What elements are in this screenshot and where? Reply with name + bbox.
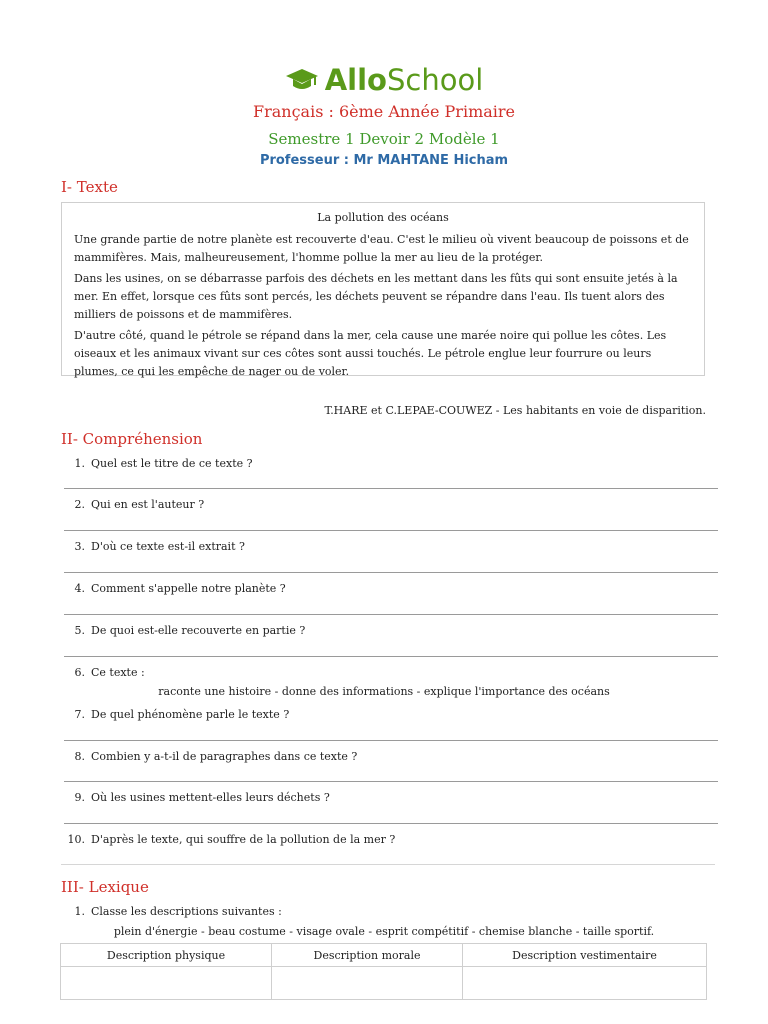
question-item: 4. Comment s'appelle notre planète ? [74,582,286,595]
table-row [61,967,707,1000]
table-header: Description morale [272,944,463,967]
section-comprehension-title: II- Compréhension [61,430,203,448]
question-item: 8. Combien y a-t-il de paragraphes dans ce texte ? [74,750,358,763]
text-paragraph: Une grande partie de notre planète est recouverte d'eau. C'est le milieu où vivent beaucoup de poissons et de mammifères. Mais, malheureusement, l'homme pollue la mer au lieu de la protéger. [74,233,689,264]
answer-line[interactable] [64,656,718,657]
q6-options: raconte une histoire - donne des informations - explique l'importance des océans [158,685,610,698]
text-title: La pollution des océans [317,211,449,224]
section-texte-title: I- Texte [61,178,118,196]
text-box [61,202,705,376]
question-item: 7. De quel phénomène parle le texte ? [74,708,290,721]
section-divider [61,864,715,865]
graduation-cap-icon [285,65,319,95]
semestre-title: Semestre 1 Devoir 2 Modèle 1 [268,130,500,148]
table-cell[interactable] [61,967,272,1000]
text-source: T.HARE et C.LEPAE-COUWEZ - Les habitants en voie de disparition. [324,404,706,417]
answer-line[interactable] [64,488,718,489]
classification-table [60,943,707,1000]
descriptions-list: plein d'énergie - beau costume - visage ovale - esprit compétitif - chemise blanche - taille sportif. [113,925,655,938]
answer-line[interactable] [64,781,718,782]
logo-wordmark: AlloSchool [324,63,484,97]
question-item: 2. Qui en est l'auteur ? [74,498,205,511]
answer-line[interactable] [64,530,718,531]
question-item: 1. Quel est le titre de ce texte ? [74,457,253,470]
section-lexique-title: III- Lexique [61,878,149,896]
question-item: 1. Classe les descriptions suivantes : [74,905,282,918]
answer-line[interactable] [64,572,718,573]
question-item: 3. D'où ce texte est-il extrait ? [74,540,245,553]
question-item: 6. Ce texte : [74,666,145,679]
table-header: Description vestimentaire [463,944,707,967]
text-paragraph: D'autre côté, quand le pétrole se répand dans la mer, cela cause une marée noire qui pollue les côtes. Les oiseaux et les animaux vivant sur ces côtes sont aussi touchés. Le pétrole englue leur fourrure ou leurs plumes, ce qui les empêche de nager ou de voler. [74,329,667,378]
table-cell[interactable] [463,967,707,1000]
answer-line[interactable] [64,614,718,615]
professor-name: Professeur : Mr MAHTANE Hicham [259,153,509,168]
text-paragraph: Dans les usines, on se débarrasse parfois des déchets en les mettant dans les fûts qui sont ensuite jetés à la mer. En effet, lorsque ces fûts sont percés, les déchets peuvent se répandre dans l'eau. Ils tuent alors des milliers de poissons et de mammifères. [74,272,678,321]
table-cell[interactable] [272,967,463,1000]
answer-line[interactable] [64,823,718,824]
answer-line[interactable] [64,740,718,741]
question-item: 10. D'après le texte, qui souffre de la pollution de la mer ? [67,833,396,846]
alloschool-logo [0,60,768,100]
table-header: Description physique [61,944,272,967]
question-item: 5. De quoi est-elle recouverte en partie ? [74,624,306,637]
subject-title: Français : 6ème Année Primaire [252,102,516,121]
question-item: 9. Où les usines mettent-elles leurs déchets ? [74,791,330,804]
